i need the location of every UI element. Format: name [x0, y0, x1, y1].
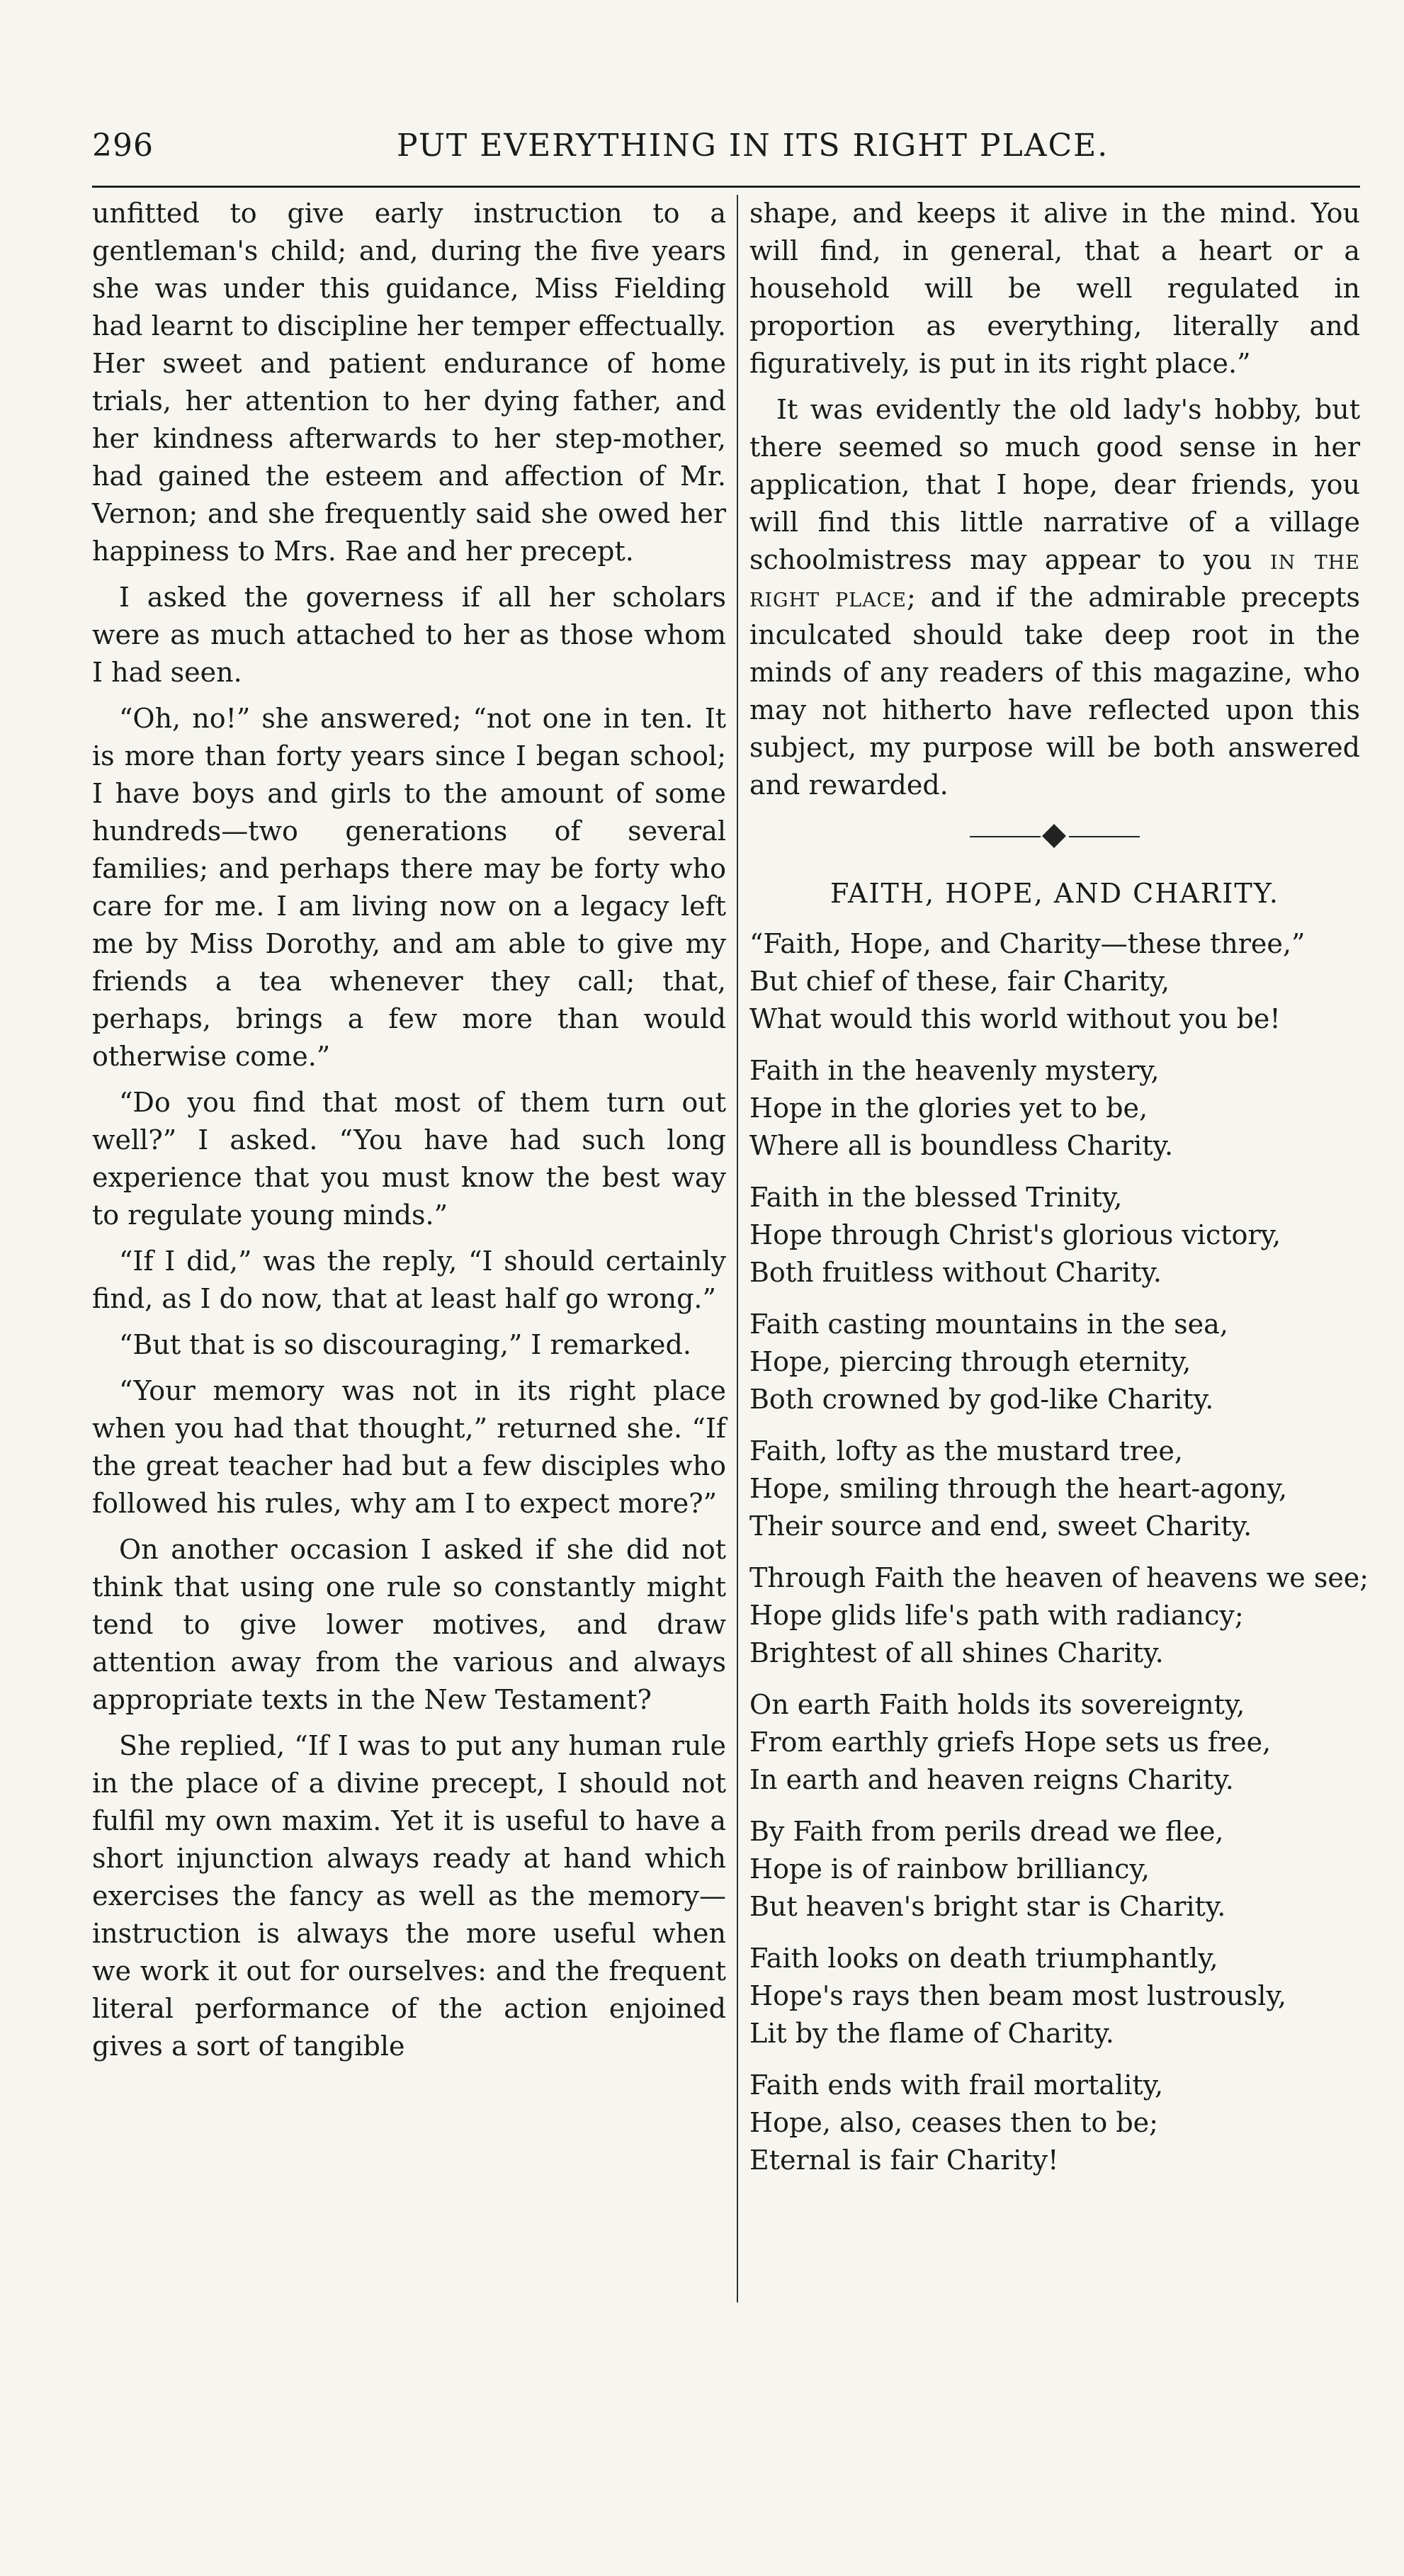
- poem-line: Hope, also, ceases then to be;: [749, 2107, 1158, 2138]
- poem-line: In earth and heaven reigns Charity.: [749, 1764, 1234, 1795]
- poem-line: Their source and end, sweet Charity.: [749, 1510, 1252, 1542]
- poem-line: Where all is boundless Charity.: [749, 1130, 1174, 1161]
- closing-paragraph: [749, 391, 1360, 804]
- page-header: [92, 128, 1360, 177]
- ornament-diamond-icon: [1042, 824, 1066, 848]
- poem-line: Hope glids life's path with radiancy;: [749, 1600, 1244, 1631]
- paragraph: “Your memory was not in its right place when you had that thought,” returned she. “If the great teacher had but a few disciples who followed his rules, why am I to expect more?”: [92, 1375, 726, 1519]
- poem-line: Faith looks on death triumphantly,: [749, 1943, 1218, 1974]
- poem-stanza: [749, 925, 1360, 1038]
- poem-stanza: [749, 1940, 1360, 2052]
- poem-line: But chief of these, fair Charity,: [749, 966, 1170, 997]
- poem-stanza: [749, 1686, 1360, 1799]
- left-column: [92, 195, 726, 2490]
- poem-line: Hope's rays then beam most lustrously,: [749, 1980, 1286, 2011]
- poem-line: Lit by the flame of Charity.: [749, 2018, 1114, 2049]
- poem-line: Hope is of rainbow brilliancy,: [749, 1853, 1150, 1885]
- poem-stanza: [749, 2067, 1360, 2179]
- header-rule: [92, 186, 1360, 188]
- closing-text-emphasis: in the right place: [749, 544, 1360, 613]
- poem-stanza: [749, 1179, 1360, 1292]
- poem-stanza: [749, 1306, 1360, 1418]
- poem-line: Hope through Christ's glorious victory,: [749, 1219, 1281, 1250]
- paragraph: She replied, “If I was to put any human rule in the place of a divine precept, I should not fulfil my own maxim. Yet it is useful to have a short injunction always ready at hand which exercises the fancy as well as the memory—instruction is always the more useful when we work it out for ourselves: and the frequent literal performance of the action enjoined gives a sort of tangible: [92, 1730, 726, 2062]
- poem-line: Hope, smiling through the heart-agony,: [749, 1473, 1288, 1504]
- paragraph: On another occasion I asked if she did not think that using one rule so constantly might tend to give lower motives, and draw attention away from the various and always appropriate texts in the New Testament?: [92, 1534, 726, 1715]
- poem: [749, 925, 1369, 2179]
- poem-line: Faith in the heavenly mystery,: [749, 1055, 1160, 1086]
- poem-line: Both crowned by god-like Charity.: [749, 1384, 1214, 1415]
- poem-line: Faith casting mountains in the sea,: [749, 1309, 1228, 1340]
- poem-line: Through Faith the heaven of heavens we see;: [749, 1562, 1369, 1593]
- paragraph: unfitted to give early instruction to a gentleman's child; and, during the five years she was under this guidance, Miss Fielding had learnt to discipline her temper effectually. Her sweet and patient endurance of home trials, her attention to her dying father, and her kindness afterwards to her step-mother, had gained the esteem and affection of Mr. Vernon; and she frequently said she owed her happiness to Mrs. Rae and her precept.: [92, 198, 726, 567]
- paragraph: “But that is so discouraging,” I remarked.: [119, 1329, 691, 1360]
- ornament-line-right: [1069, 836, 1140, 837]
- paragraph: “Oh, no!” she answered; “not one in ten. It is more than forty years since I began school; I have boys and girls to the amount of some hundreds—two generations of several families; and perhaps there may be forty who care for me. I am living now on a legacy left me by Miss Dorothy, and am able to give my friends a tea whenever they call; that, perhaps, brings a few more than would otherwise come.”: [92, 703, 726, 1072]
- right-column: [749, 195, 1369, 2490]
- poem-stanza: [749, 1433, 1360, 1545]
- poem-title: FAITH, HOPE, AND CHARITY.: [830, 878, 1280, 909]
- poem-line: Faith in the blessed Trinity,: [749, 1182, 1123, 1213]
- poem-stanza: [749, 1559, 1369, 1672]
- poem-line: Faith, lofty as the mustard tree,: [749, 1435, 1183, 1467]
- section-ornament: [970, 823, 1140, 851]
- poem-line: On earth Faith holds its sovereignty,: [749, 1689, 1245, 1720]
- poem-stanza: [749, 1052, 1360, 1165]
- poem-line: What would this world without you be!: [749, 1003, 1281, 1034]
- poem-line: Eternal is fair Charity!: [749, 2145, 1059, 2176]
- closing-text-before: It was evidently the old lady's hobby, but there seemed so much good sense in her application, that I hope, dear friends, you will find this little narrative of a village schoolmistress may appear to you: [749, 394, 1360, 575]
- poem-line: Both fruitless without Charity.: [749, 1257, 1162, 1288]
- poem-line: “Faith, Hope, and Charity—these three,”: [749, 928, 1306, 959]
- running-title: PUT EVERYTHING IN ITS RIGHT PLACE.: [397, 128, 1109, 164]
- poem-line: Brightest of all shines Charity.: [749, 1637, 1164, 1668]
- paragraph: I asked the governess if all her scholars were as much attached to her as those whom I had seen.: [92, 582, 726, 688]
- page-number: 296: [92, 128, 154, 164]
- poem-line: But heaven's bright star is Charity.: [749, 1891, 1226, 1922]
- closing-text-after: ; and if the admirable precepts inculcated should take deep root in the minds of any readers of this magazine, who may not hitherto have reflected upon this subject, my purpose will be both answered and rewarded.: [749, 582, 1360, 801]
- column-divider: [737, 195, 738, 2303]
- paragraph-continued: shape, and keeps it alive in the mind. You will find, in general, that a heart or a household will be well regulated in proportion as everything, literally and figuratively, is put in its right place.”: [749, 198, 1360, 379]
- paragraph: “If I did,” was the reply, “I should certainly find, as I do now, that at least half go wrong.”: [92, 1245, 726, 1314]
- poem-line: By Faith from perils dread we flee,: [749, 1816, 1224, 1847]
- ornament-line-left: [970, 836, 1041, 837]
- poem-line: From earthly griefs Hope sets us free,: [749, 1727, 1272, 1758]
- poem-line: Faith ends with frail mortality,: [749, 2069, 1164, 2101]
- poem-line: Hope, piercing through eternity,: [749, 1346, 1191, 1377]
- poem-line: Hope in the glories yet to be,: [749, 1092, 1148, 1124]
- poem-stanza: [749, 1813, 1360, 1926]
- paragraph: “Do you find that most of them turn out well?” I asked. “You have had such long experience that you must know the best way to regulate young minds.”: [92, 1087, 726, 1231]
